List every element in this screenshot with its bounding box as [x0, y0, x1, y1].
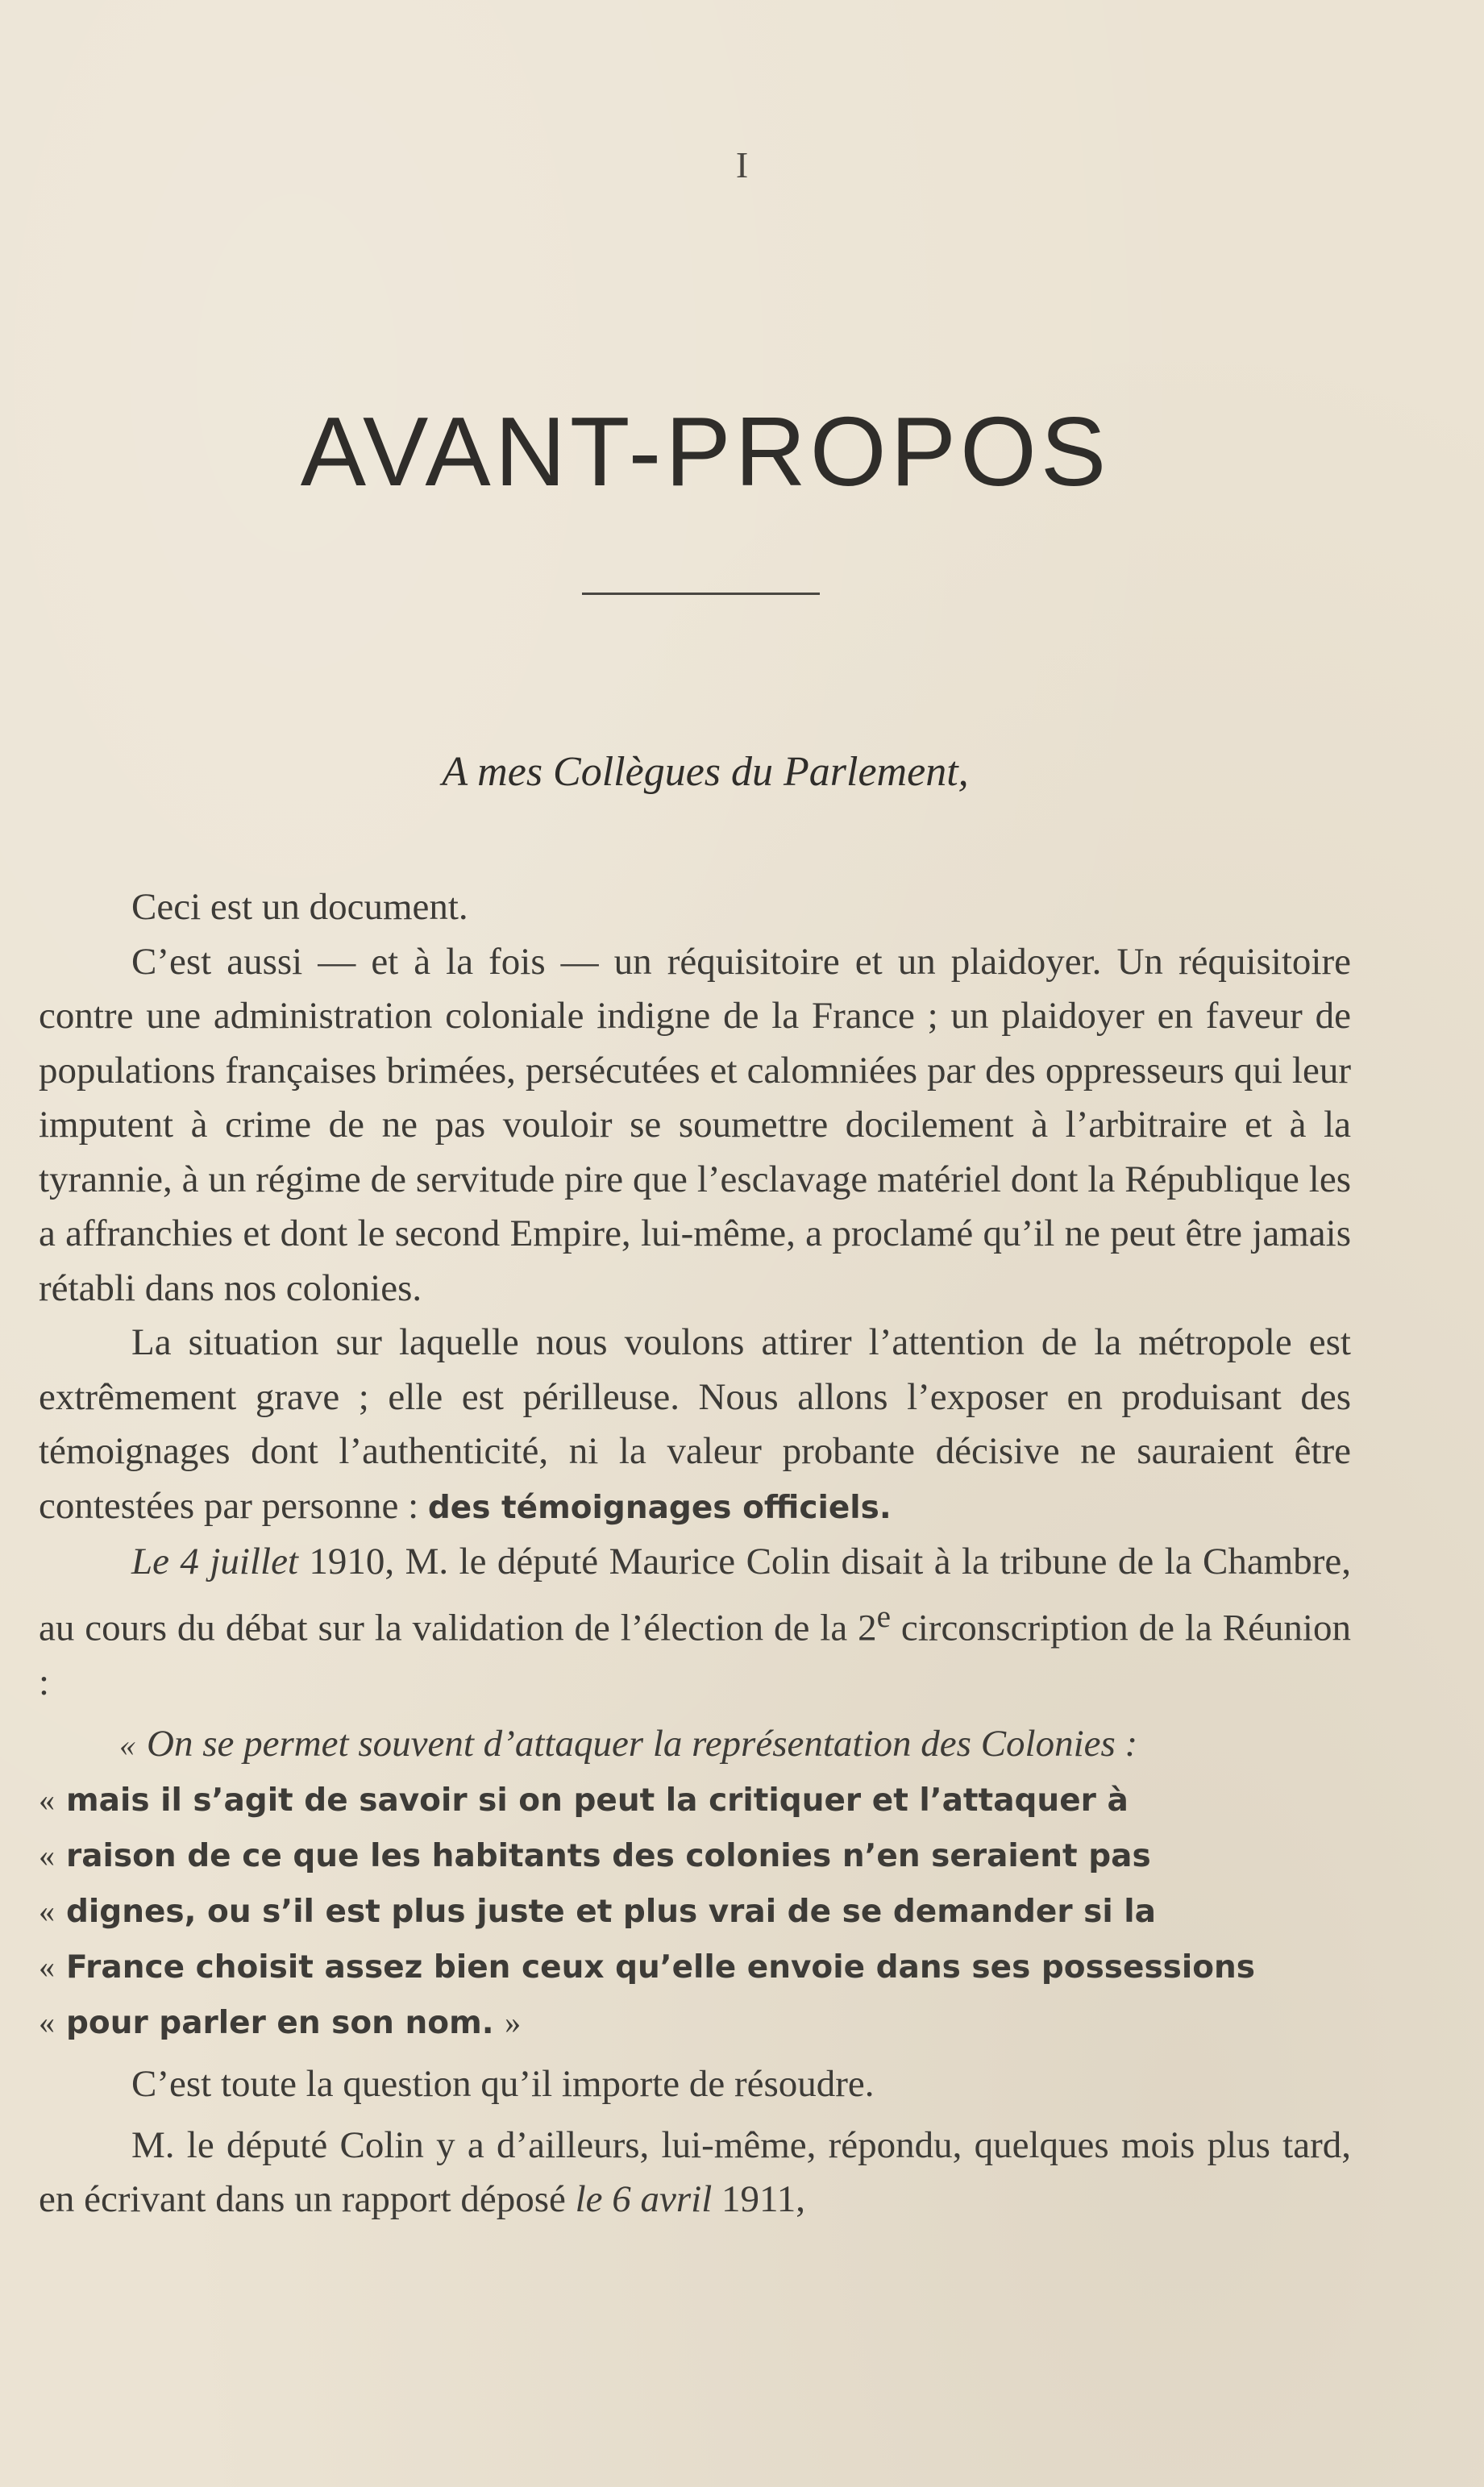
quote-open-mark: «	[119, 1727, 135, 1764]
paragraph-1: Ceci est un document.	[131, 886, 468, 928]
date-april-1911: le 6 avril	[575, 2178, 713, 2221]
ordinal-superscript: e	[876, 1599, 891, 1634]
official-testimonies-emphasis: des témoignages officiels.	[427, 1489, 892, 1526]
quote-line-3: « raison de ce que les habitants des colonies n’en seraient pas	[39, 1837, 1151, 1875]
paragraph-5: C’est toute la question qu’il importe de résoudre.	[131, 2063, 875, 2106]
paragraph-3	[39, 1316, 1351, 1535]
page-number: I	[735, 144, 749, 185]
date-july-1910: Le 4 juillet	[131, 1541, 298, 1582]
quote-close-mark: »	[505, 2004, 522, 2041]
paragraph-6-text: M. le député Colin y a d’ailleurs, lui-même, répondu, quelques mois plus tard, en écrivant dans un rapport déposé	[39, 2123, 1351, 2221]
paragraph-4	[39, 1535, 1351, 1710]
block-quote	[39, 1716, 1351, 2051]
quote-line-6: « pour parler en son nom. »	[39, 2004, 522, 2042]
paragraph-3-text: La situation sur laquelle nous voulons attirer l’attention de la métropole est extrêmement grave ; elle est périlleuse. Nous allons l’exposer en produisant des témoignages dont l’authenticité, ni la valeur probante décisive ne sauraient être contestées par personne :	[39, 1321, 1351, 1527]
quote-italic-text: On se permet souvent d’attaquer la représentation des Colonies :	[147, 1723, 1138, 1765]
paragraph-6	[39, 2119, 1351, 2227]
quote-line-1	[39, 1716, 1351, 1773]
quote-line-5: « France choisit assez bien ceux qu’elle envoie dans ses possessions	[39, 1948, 1256, 1986]
page-title: AVANT-PROPOS	[300, 397, 1111, 506]
body-text	[39, 880, 1351, 2227]
paragraph-2: C’est aussi — et à la fois — un réquisitoire et un plaidoyer. Un réquisitoire contre une administration coloniale indigne de la France ; un plaidoyer en faveur de populations françaises brimées, persécutées et calomniées par des oppresseurs qui leur imputent à crime de ne pas vouloir se soumettre docilement à l’arbitraire et à la tyrannie, à un régime de servitude pire que l’esclavage matériel dont la République les a affranchies et dont le second Empire, lui-même, a proclamé qu’il ne peut être jamais rétabli dans nos colonies.	[39, 940, 1351, 1309]
quote-line-4: « dignes, ou s’il est plus juste et plus vrai de se demander si la	[39, 1893, 1156, 1931]
year-1911: 1911,	[721, 2178, 806, 2221]
paragraph-4-text-b: circonscription de la Réunion :	[39, 1607, 1351, 1703]
quote-line-2: « mais il s’agit de savoir si on peut la critiquer et l’attaquer à	[39, 1782, 1129, 1820]
title-divider	[582, 593, 820, 595]
dedication: A mes Collègues du Parlement,	[442, 749, 969, 795]
year-1910: 1910,	[309, 1541, 395, 1582]
paragraph-4-text-a: M. le député Maurice Colin disait à la tribune de la Chambre, au cours du débat sur la validation de l’élection de la 2	[39, 1541, 1352, 1649]
